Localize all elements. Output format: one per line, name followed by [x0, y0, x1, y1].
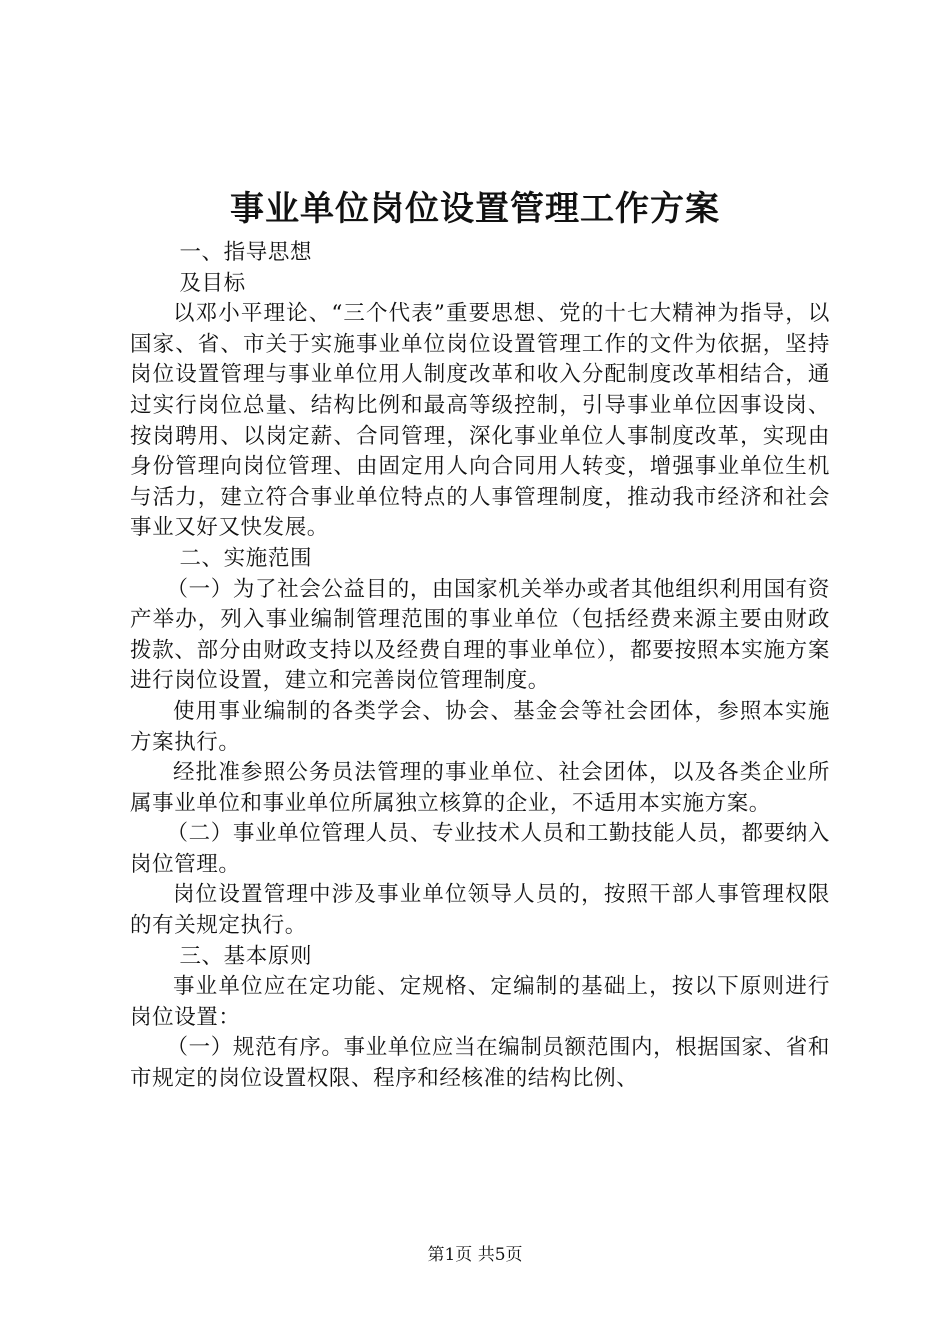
page-number-footer: 第1页 共5页 [427, 1245, 523, 1265]
section-heading-principles: 三、基本原则 [179, 943, 313, 969]
paragraph-principles-1: （一）规范有序。事业单位应当在编制员额范围内，根据国家、省和市规定的岗位设置权限、程序和经核准的结构比例、 [130, 1035, 830, 1092]
paragraph-scope-2: （二）事业单位管理人员、专业技术人员和工勤技能人员，都要纳入岗位管理。 [130, 821, 830, 877]
document-title: 事业单位岗位设置管理工作方案 [230, 189, 720, 229]
paragraph-scope-1: （一）为了社会公益目的，由国家机关举办或者其他组织利用国有资产举办，列入事业编制管理范围的事业单位（包括经费来源主要由财政拨款、部分由财政支持以及经费自理的事业单位），都要按照本实施方案进行岗位设置，建立和完善岗位管理制度。 [130, 576, 830, 694]
section-heading-scope: 二、实施范围 [179, 545, 313, 571]
paragraph-principles-intro: 事业单位应在定功能、定规格、定编制的基础上，按以下原则进行岗位设置： [130, 974, 830, 1030]
document-body [130, 238, 830, 1095]
section-heading-goals: 及目标 [179, 270, 246, 296]
paragraph-scope-social-groups: 使用事业编制的各类学会、协会、基金会等社会团体，参照本实施方案执行。 [130, 698, 830, 755]
section-heading-guiding-ideology: 一、指导思想 [179, 240, 313, 265]
paragraph-scope-leaders: 岗位设置管理中涉及事业单位领导人员的，按照干部人事管理权限的有关规定执行。 [130, 882, 830, 939]
paragraph-guiding-ideology: 以邓小平理论、“三个代表”重要思想、党的十七大精神为指导，以国家、省、市关于实施事业单位岗位设置管理工作的文件为依据，坚持岗位设置管理与事业单位用人制度改革和收入分配制度改革相结合，通过实行岗位总量、结构比例和最高等级控制，引导事业单位因事设岗、按岗聘用、以岗定薪、合同管理，深化事业单位人事制度改革，实现由身份管理向岗位管理、由固定用人向合同用人转变，增强事业单位生机与活力，建立符合事业单位特点的人事管理制度，推动我市经济和社会事业又好又快发展。 [130, 301, 830, 541]
paragraph-scope-exclusions: 经批准参照公务员法管理的事业单位、社会团体，以及各类企业所属事业单位和事业单位所属独立核算的企业，不适用本实施方案。 [130, 760, 830, 816]
